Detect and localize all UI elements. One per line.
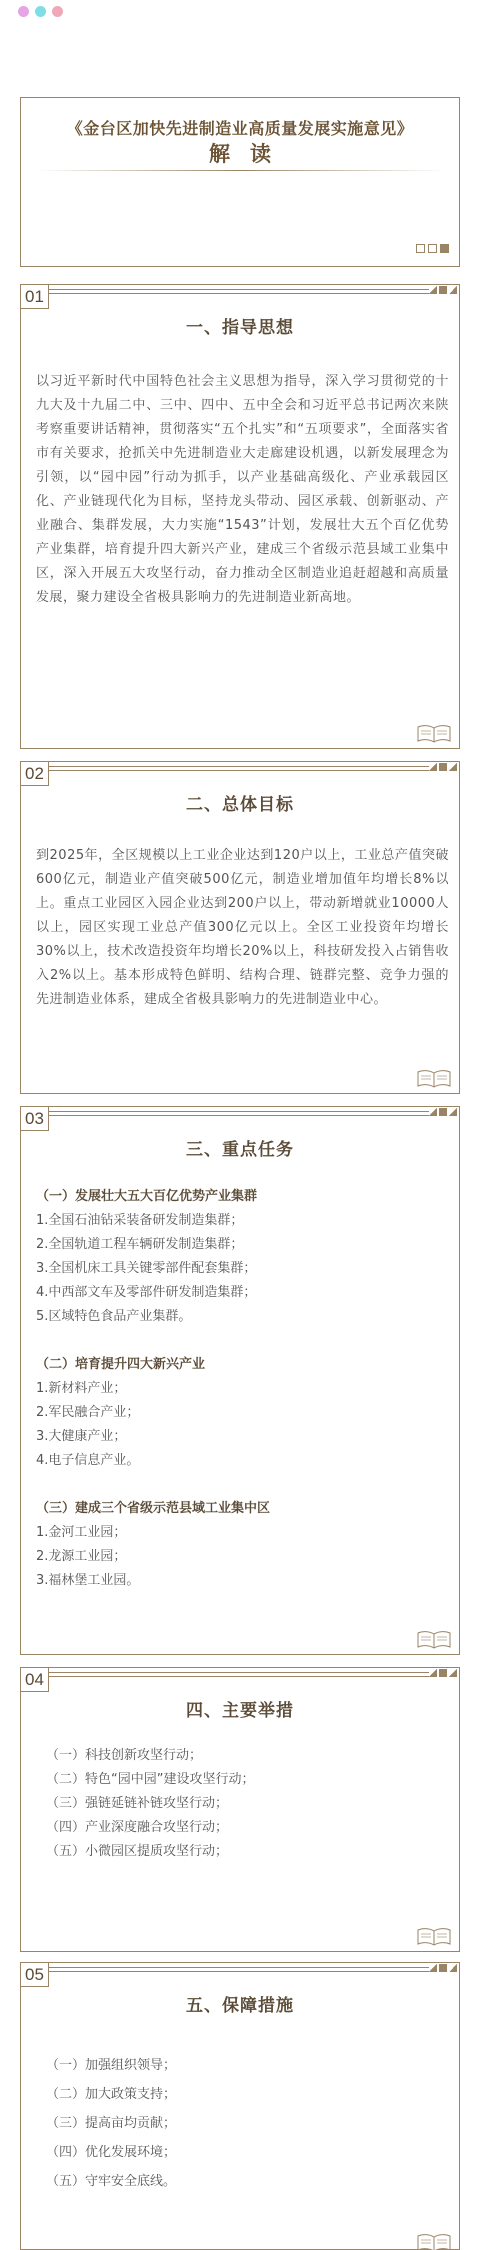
section-number: 04 [20, 1667, 49, 1692]
open-book-icon [417, 1069, 451, 1089]
window-dots [18, 6, 63, 17]
list-item: （三）强链延链补链攻坚行动； [46, 1796, 229, 1811]
list-item: 4.中西部文车及零部件研发制造集群； [36, 1285, 257, 1300]
corner-squares-icon [416, 244, 449, 253]
task-list [36, 1185, 449, 1593]
title-rule [35, 170, 445, 171]
open-book-icon [417, 724, 451, 744]
header-rule [49, 1676, 429, 1677]
section-title: 五、保障措施 [186, 1996, 294, 2016]
section-title: 一、指导思想 [186, 318, 294, 338]
header-rule [49, 1111, 429, 1112]
header-rule [49, 293, 429, 294]
section-main-measures [20, 1667, 460, 1952]
list-item: 1.金河工业园； [36, 1525, 127, 1540]
list-item: 3.全国机床工具关键零部件配套集群； [36, 1261, 257, 1276]
list-item: 3.大健康产业； [36, 1429, 127, 1444]
section-number: 02 [20, 761, 49, 786]
dot-pink [18, 6, 29, 17]
header-corner-icon [429, 1964, 457, 1972]
doc-title: 《金台区加快先进制造业高质量发展实施意见》 [66, 119, 414, 138]
dot-cyan [35, 6, 46, 17]
list-item: （四）产业深度融合攻坚行动； [46, 1820, 229, 1835]
safeguard-list [46, 2051, 449, 2196]
list-item: 4.电子信息产业。 [36, 1453, 140, 1468]
section-number: 01 [20, 284, 49, 309]
section-title: 二、总体目标 [186, 795, 294, 815]
section-title: 四、主要举措 [186, 1701, 294, 1721]
list-item: 2.全国轨道工程车辆研发制造集群； [36, 1237, 244, 1252]
header-rule [49, 766, 429, 767]
header-corner-icon [429, 1669, 457, 1677]
header-rule [49, 1967, 429, 1968]
section-text: 以习近平新时代中国特色社会主义思想为指导，深入学习贯彻党的十九大及十九届二中、三中、四中、五中全会和习近平总书记两次来陕考察重要讲话精神，贯彻落实“五个扎实”和“五项要求”，全面落实省市有关要求，抢抓关中先进制造业大走廊建设机遇，以新发展理念为引领，以“园中园”行动为抓手，以产业基础高级化、产业承载园区化、产业链现代化为目标，坚持龙头带动、园区承载、创新驱动、产业融合、集群发展，大力实施“1543”计划，发展壮大五个百亿优势产业集群，培育提升四大新兴产业，建成三个省级示范县域工业集中区，深入开展五大攻坚行动，奋力推动全区制造业追赶超越和高质量发展，聚力建设全省极具影响力的先进制造业新高地。 [36, 374, 449, 605]
list-item: （二）特色“园中园”建设攻坚行动； [46, 1772, 255, 1787]
measure-list [46, 1744, 449, 1864]
list-item: 5.区域特色食品产业集群。 [36, 1309, 192, 1324]
section-text: 到2025年，全区规模以上工业企业达到120户以上，工业总产值突破600亿元，制造业产值突破500亿元，制造业增加值年均增长8%以上。重点工业园区入园企业达到200户以上，带动新增就业10000人以上，园区实现工业总产值300亿元以上。全区工业投资年均增长30%以上，技术改造投资年均增长20%以上，科技研发投入占销售收入2%以上。基本形成特色鲜明、结构合理、链群完整、竞争力强的先进制造业体系，建成全省极具影响力的先进制造业中心。 [36, 848, 449, 1007]
section-safeguards [20, 1962, 460, 2250]
section-guiding-ideology [20, 284, 460, 749]
dot-rose [52, 6, 63, 17]
list-item: （五）小微园区提质攻坚行动； [46, 1844, 229, 1859]
task-group-heading: （一）发展壮大五大百亿优势产业集群 [36, 1189, 258, 1204]
section-overall-goals [20, 761, 460, 1094]
header-rule [49, 770, 429, 771]
header-rule [49, 289, 429, 290]
title-box [20, 97, 460, 267]
header-rule [49, 1672, 429, 1673]
list-item: （三）提高亩均贡献； [46, 2116, 177, 2131]
task-group-heading: （二）培育提升四大新兴产业 [36, 1357, 206, 1372]
section-number: 03 [20, 1106, 49, 1131]
list-item: 1.全国石油钻采装备研发制造集群； [36, 1213, 244, 1228]
section-title: 三、重点任务 [186, 1140, 294, 1160]
section-number: 05 [20, 1962, 49, 1987]
open-book-icon [417, 2233, 451, 2250]
list-item: 1.新材料产业； [36, 1381, 127, 1396]
task-group-heading: （三）建成三个省级示范县域工业集中区 [36, 1501, 271, 1516]
open-book-icon [417, 1927, 451, 1947]
doc-subtitle: 解读 [209, 142, 291, 166]
open-book-icon [417, 1630, 451, 1650]
list-item: （二）加大政策支持； [46, 2087, 177, 2102]
header-rule [49, 1115, 429, 1116]
section-key-tasks [20, 1106, 460, 1655]
list-item: 2.龙源工业园； [36, 1549, 127, 1564]
list-item: 2.军民融合产业； [36, 1405, 140, 1420]
header-corner-icon [429, 763, 457, 771]
header-corner-icon [429, 286, 457, 294]
list-item: （一）加强组织领导； [46, 2058, 177, 2073]
list-item: （五）守牢安全底线。 [46, 2174, 177, 2189]
header-rule [49, 1971, 429, 1972]
list-item: 3.福林堡工业园。 [36, 1573, 140, 1588]
list-item: （四）优化发展环境； [46, 2145, 177, 2160]
header-corner-icon [429, 1108, 457, 1116]
list-item: （一）科技创新攻坚行动； [46, 1748, 203, 1763]
